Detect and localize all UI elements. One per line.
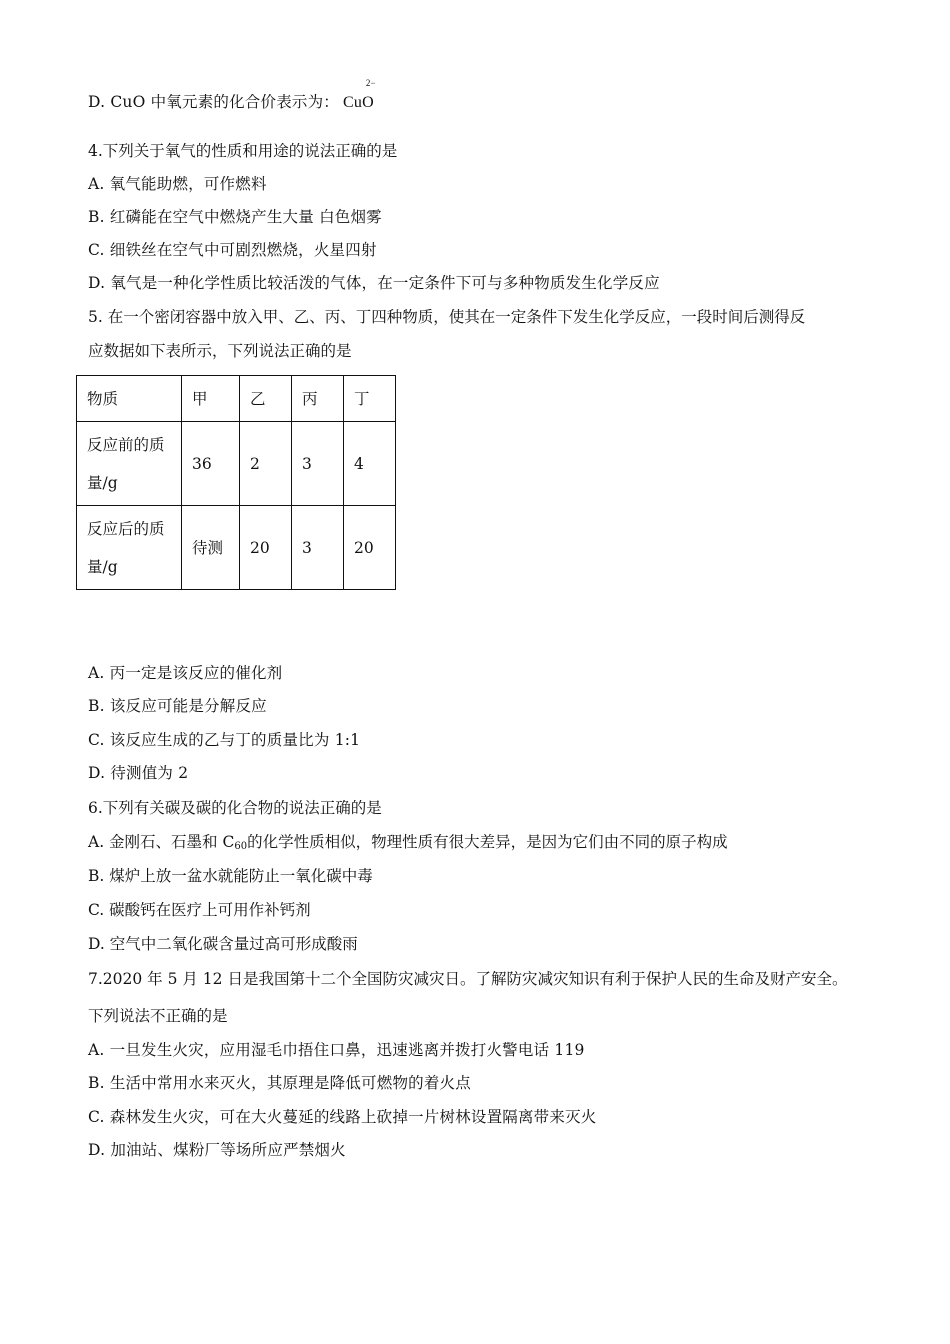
q5-option-c: C. 该反应生成的乙与丁的质量比为 1:1: [88, 731, 361, 749]
q7-option-d: D. 加油站、煤粉厂等场所应严禁烟火: [88, 1141, 346, 1159]
q6-option-b: B. 煤炉上放一盆水就能防止一氧化碳中毒: [88, 867, 373, 885]
q4-option-c: C. 细铁丝在空气中可剧烈燃烧，火星四射: [88, 241, 377, 259]
q4-stem: 4.下列关于氧气的性质和用途的说法正确的是: [88, 142, 398, 160]
table-header-cell: 甲: [182, 376, 240, 422]
q4-option-a: A. 氧气能助燃，可作燃料: [88, 175, 267, 193]
table-header-cell: 物质: [77, 376, 182, 422]
c60-subscript: 60: [234, 841, 248, 852]
q6-option-a: A. 金刚石、石墨和 $C_{60}$的化学性质相似，物理性质有很大差异，是因为它们由不同的原子构成: [88, 833, 728, 852]
q4-option-d: D. 氧气是一种化学性质比较活泼的气体，在一定条件下可与多种物质发生化学反应: [88, 274, 660, 292]
table-row: [77, 506, 396, 590]
table-cell: 20: [344, 506, 396, 590]
q6-option-d: D. 空气中二氧化碳含量过高可形成酸雨: [88, 935, 358, 953]
table-header-row: [77, 376, 396, 422]
q7-stem-line2: 下列说法不正确的是: [88, 1007, 228, 1025]
table-cell: 36: [182, 422, 240, 506]
table-row-label: 反应后的质 量/g: [77, 506, 182, 590]
q5-option-b: B. 该反应可能是分解反应: [88, 697, 267, 715]
cuo-valence-formula: [343, 78, 376, 114]
table-row-label: 反应前的质 量/g: [77, 422, 182, 506]
table-header-cell: 乙: [240, 376, 292, 422]
q7-stem-line1: 7.2020 年 5 月 12 日是我国第十二个全国防灾减灾日。了解防灾减灾知识有利于保护人民的生命及财产安全。: [88, 970, 848, 988]
q6-option-c: C. 碳酸钙在医疗上可用作补钙剂: [88, 901, 311, 919]
q7-option-a: A. 一旦发生火灾，应用湿毛巾捂住口鼻，迅速逃离并拨打火警电话 119: [88, 1041, 585, 1059]
table-header-cell: 丙: [292, 376, 344, 422]
q3-option-d-text: D. CuO 中氧元素的化合价表示为：: [88, 93, 340, 111]
q5-stem-line1: 5. 在一个密闭容器中放入甲、乙、丙、丁四种物质，使其在一定条件下发生化学反应，一段时间后测得反: [88, 308, 806, 326]
formula-main: CuO: [343, 94, 374, 111]
q5-option-a: A. 丙一定是该反应的催化剂: [88, 664, 283, 682]
table-cell: 4: [344, 422, 396, 506]
reaction-data-table: [76, 375, 396, 590]
table-cell: 2: [240, 422, 292, 506]
table-cell: 20: [240, 506, 292, 590]
table-row: [77, 422, 396, 506]
q5-option-d: D. 待测值为 2: [88, 764, 189, 782]
q4-option-b: B. 红磷能在空气中燃烧产生大量 白色烟雾: [88, 208, 382, 226]
q7-option-c: C. 森林发生火灾，可在大火蔓延的线路上砍掉一片树林设置隔离带来灭火: [88, 1108, 597, 1126]
table-cell: 待测: [182, 506, 240, 590]
table-header-cell: 丁: [344, 376, 396, 422]
formula-charge: 2−: [365, 78, 376, 88]
q7-option-b: B. 生活中常用水来灭火，其原理是降低可燃物的着火点: [88, 1074, 471, 1092]
q5-stem-line2: 应数据如下表所示，下列说法正确的是: [88, 342, 352, 360]
q3-option-d: [88, 78, 376, 114]
table-cell: 3: [292, 506, 344, 590]
q6-stem: 6.下列有关碳及碳的化合物的说法正确的是: [88, 799, 382, 817]
table-cell: 3: [292, 422, 344, 506]
